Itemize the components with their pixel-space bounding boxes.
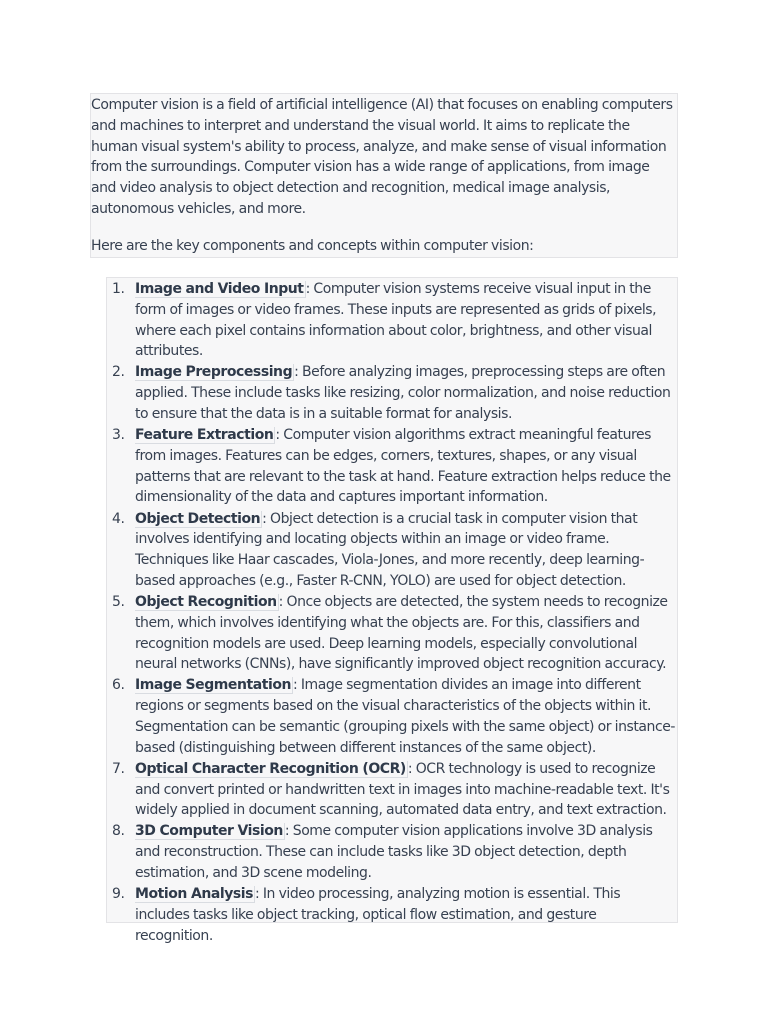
item-term: 3D Computer Vision [135, 823, 283, 840]
item-description: : In video processing, analyzing motion is essential. This includes tasks like object tracking, optical flow estimation, and gesture recognition. [135, 886, 621, 944]
list-item [107, 425, 677, 508]
intro-paragraph: Computer vision is a field of artificial intelligence (AI) that focuses on enabling computers and machines to interpret and understand the visual world. It aims to replicate the human visual system's ability to process, analyze, and make sense of visual information from the surroundings. Computer vision has a wide range of applications, from image and video analysis to object detection and recognition, medical image analysis, autonomous vehicles, and more. [91, 97, 673, 217]
item-description: : Image segmentation divides an image into different regions or segments based on the visual characteristics of the objects within it. Segmentation can be semantic (grouping pixels with the same object) or instance-based (distinguishing between different instances of the same object). [135, 677, 675, 756]
item-description: : Computer vision systems receive visual input in the form of images or video frames. These inputs are represented as grids of pixels, where each pixel contains information about color, brightness, and other visual attributes. [135, 281, 657, 360]
item-description: : OCR technology is used to recognize and convert printed or handwritten text in images into machine-readable text. It's widely applied in document scanning, automated data entry, and text extraction. [135, 760, 670, 819]
item-number: 5. [112, 593, 125, 610]
item-description: : Computer vision algorithms extract meaningful features from images. Features can be edges, corners, textures, shapes, or any visual patterns that are relevant to the task at hand. Feature extraction helps reduce the dimensionality of the data and captures important information. [135, 427, 671, 506]
item-number: 7. [112, 760, 125, 777]
item-description: : Before analyzing images, preprocessing steps are often applied. These include tasks like resizing, color normalization, and noise reduction to ensure that the data is in a suitable format for analysis. [135, 364, 671, 423]
item-number: 4. [112, 510, 125, 527]
item-term: Motion Analysis [135, 886, 253, 903]
components-list [107, 279, 677, 947]
item-term: Image Segmentation [135, 677, 292, 694]
item-term: Object Recognition [135, 593, 277, 610]
item-description: : Some computer vision applications involve 3D analysis and reconstruction. These can include tasks like 3D object detection, depth estimation, and 3D scene modeling. [135, 823, 653, 882]
item-description: : Object detection is a crucial task in computer vision that involves identifying and locating objects within an image or video frame. Techniques like Haar cascades, Viola-Jones, and more recently, deep learning-based approaches (e.g., Faster R-CNN, YOLO) are used for object detection. [135, 510, 645, 589]
components-lead-in: Here are the key components and concepts within computer vision: [91, 238, 534, 254]
item-term: Optical Character Recognition (OCR) [135, 760, 406, 777]
list-item [107, 509, 677, 592]
item-number: 2. [112, 364, 125, 381]
list-item [107, 279, 677, 362]
item-term: Image and Video Input [135, 281, 304, 297]
item-number: 3. [112, 427, 125, 444]
components-list-block [106, 277, 678, 944]
item-number: 9. [112, 886, 125, 903]
list-item [107, 592, 677, 675]
item-number: 6. [112, 677, 125, 694]
item-term: Feature Extraction [135, 427, 274, 444]
list-item [107, 675, 677, 758]
item-term: Image Preprocessing [135, 364, 293, 381]
item-description: : Once objects are detected, the system needs to recognize them, which involves identifying what the objects are. For this, classifiers and recognition models are used. Deep learning models, especially convolutional neural networks (CNNs), have significantly improved object recognition accuracy. [135, 593, 668, 673]
list-item [107, 821, 677, 883]
item-number: 1. [112, 281, 125, 297]
intro-block [90, 93, 678, 258]
list-item [107, 759, 677, 821]
item-term: Object Detection [135, 510, 261, 527]
item-number: 8. [112, 823, 125, 840]
list-item [107, 362, 677, 424]
list-item [107, 884, 677, 946]
